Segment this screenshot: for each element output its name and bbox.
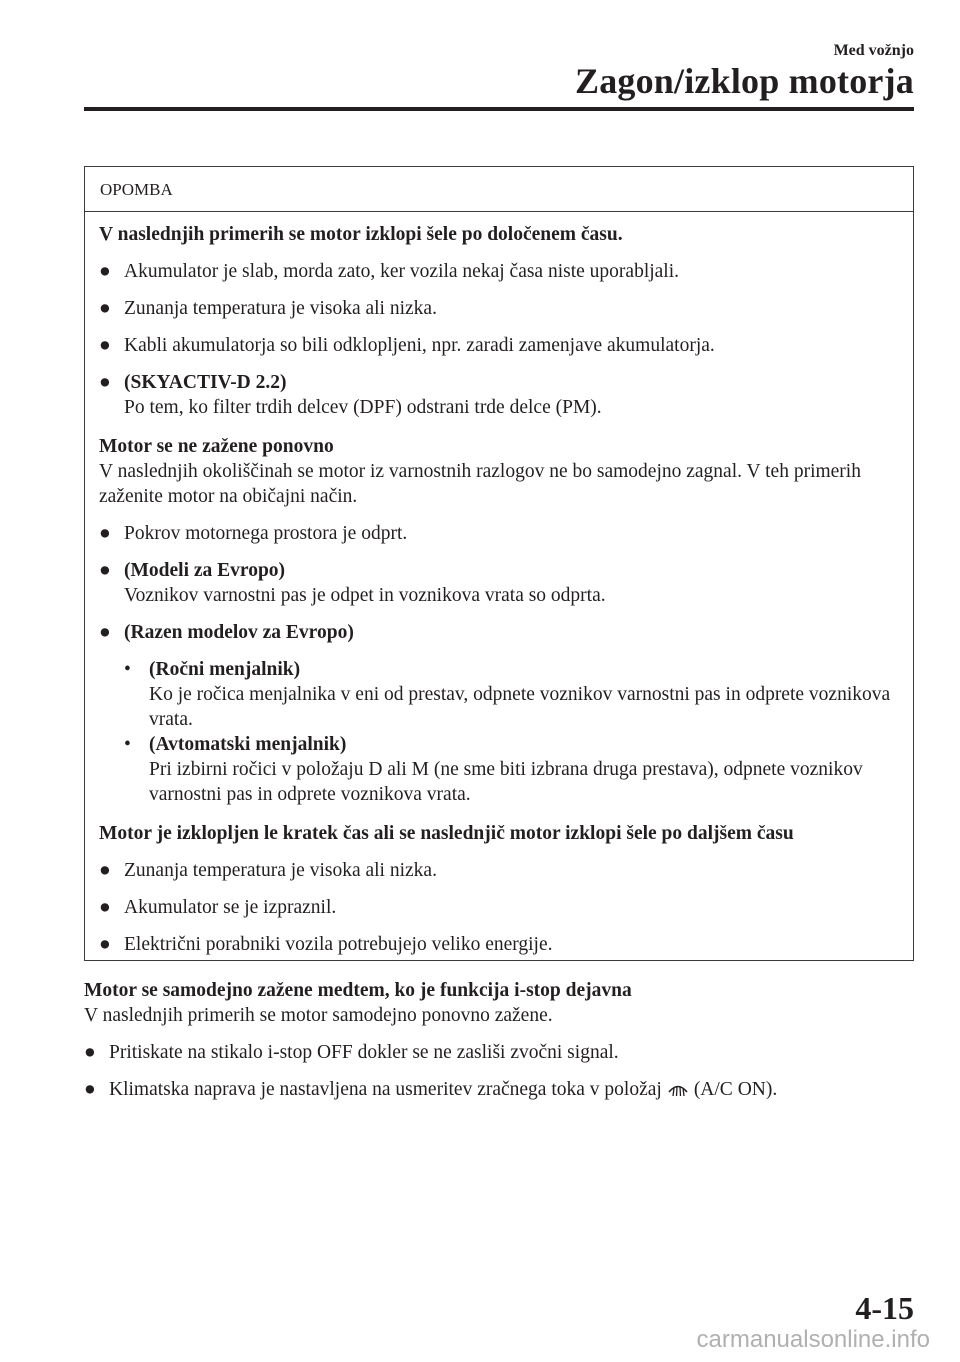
sub-list-item: • (Ročni menjalnik) Ko je ročica menjalnika v eni od prestav, odpnete voznikov varnostni pas in odprete voznikova vrata. [124, 659, 891, 730]
windshield-defrost-icon [666, 1079, 690, 1106]
note-body [85, 212, 913, 957]
list-item: ● Pokrov motornega prostora je odprt. [99, 523, 408, 544]
list-item: ● (SKYACTIV-D 2.2) Po tem, ko filter trdih delcev (DPF) odstrani trde delce (PM). [99, 372, 602, 418]
short-heading: Motor je izklopljen le kratek čas ali se naslednjič motor izklopi šele po daljšem času [99, 823, 794, 844]
no-restart-heading: Motor se ne zažene ponovno [99, 436, 334, 457]
restart-heading: Motor se samodejno zažene medtem, ko je funkcija i-stop dejavna [84, 980, 632, 1001]
watermark: carmanualsonline.info [696, 1326, 930, 1353]
list-item: ● Električni porabniki vozila potrebujejo veliko energije. [99, 934, 553, 955]
no-restart-text: V naslednjih okoliščinah se motor iz varnostnih razlogov ne bo samodejno zagnal. V teh primerih zaženite motor na običajni način. [99, 461, 861, 507]
list-item: ● (Modeli za Evropo) Voznikov varnostni pas je odpet in voznikova vrata so odprta. [99, 560, 606, 606]
page-number: 4-15 [855, 1290, 914, 1326]
sub-list-item: • (Avtomatski menjalnik) Pri izbirni ročici v položaju D ali M (ne sme biti izbrana druga prestava), odpnete voznikov varnostni pas in odprete voznikova vrata. [124, 734, 863, 805]
list-item: ● Zunanja temperatura je visoka ali nizka. [99, 298, 437, 319]
note-title: OPOMBA [85, 167, 913, 212]
section-label: Med vožnjo [833, 42, 914, 59]
list-item: ● Kabli akumulatorja so bili odklopljeni, npr. zaradi zamenjave akumulatorja. [99, 335, 715, 356]
note-box [84, 166, 914, 961]
list-item: ● Akumulator se je izpraznil. [99, 897, 337, 918]
list-item: ● Pritiskate na stikalo i-stop OFF dokler se ne zasliši zvočni signal. [84, 1042, 619, 1063]
list-item: ● Zunanja temperatura je visoka ali nizka. [99, 860, 437, 881]
list-item: ● Akumulator je slab, morda zato, ker vozila nekaj časa niste uporabljali. [99, 261, 680, 282]
restart-intro: V naslednjih primerih se motor samodejno ponovno zažene. [84, 1005, 553, 1026]
restart-section [84, 978, 914, 1106]
list-item: ● (Razen modelov za Evropo) [99, 622, 354, 643]
delayed-heading: V naslednjih primerih se motor izklopi šele po določenem času. [99, 224, 623, 245]
page-title: Zagon/izklop motorja [574, 61, 914, 101]
list-item: ● Klimatska naprava je nastavljena na usmeritev zračnega toka v položaj (A/C ON). [84, 1077, 914, 1106]
header-rule [84, 107, 914, 111]
